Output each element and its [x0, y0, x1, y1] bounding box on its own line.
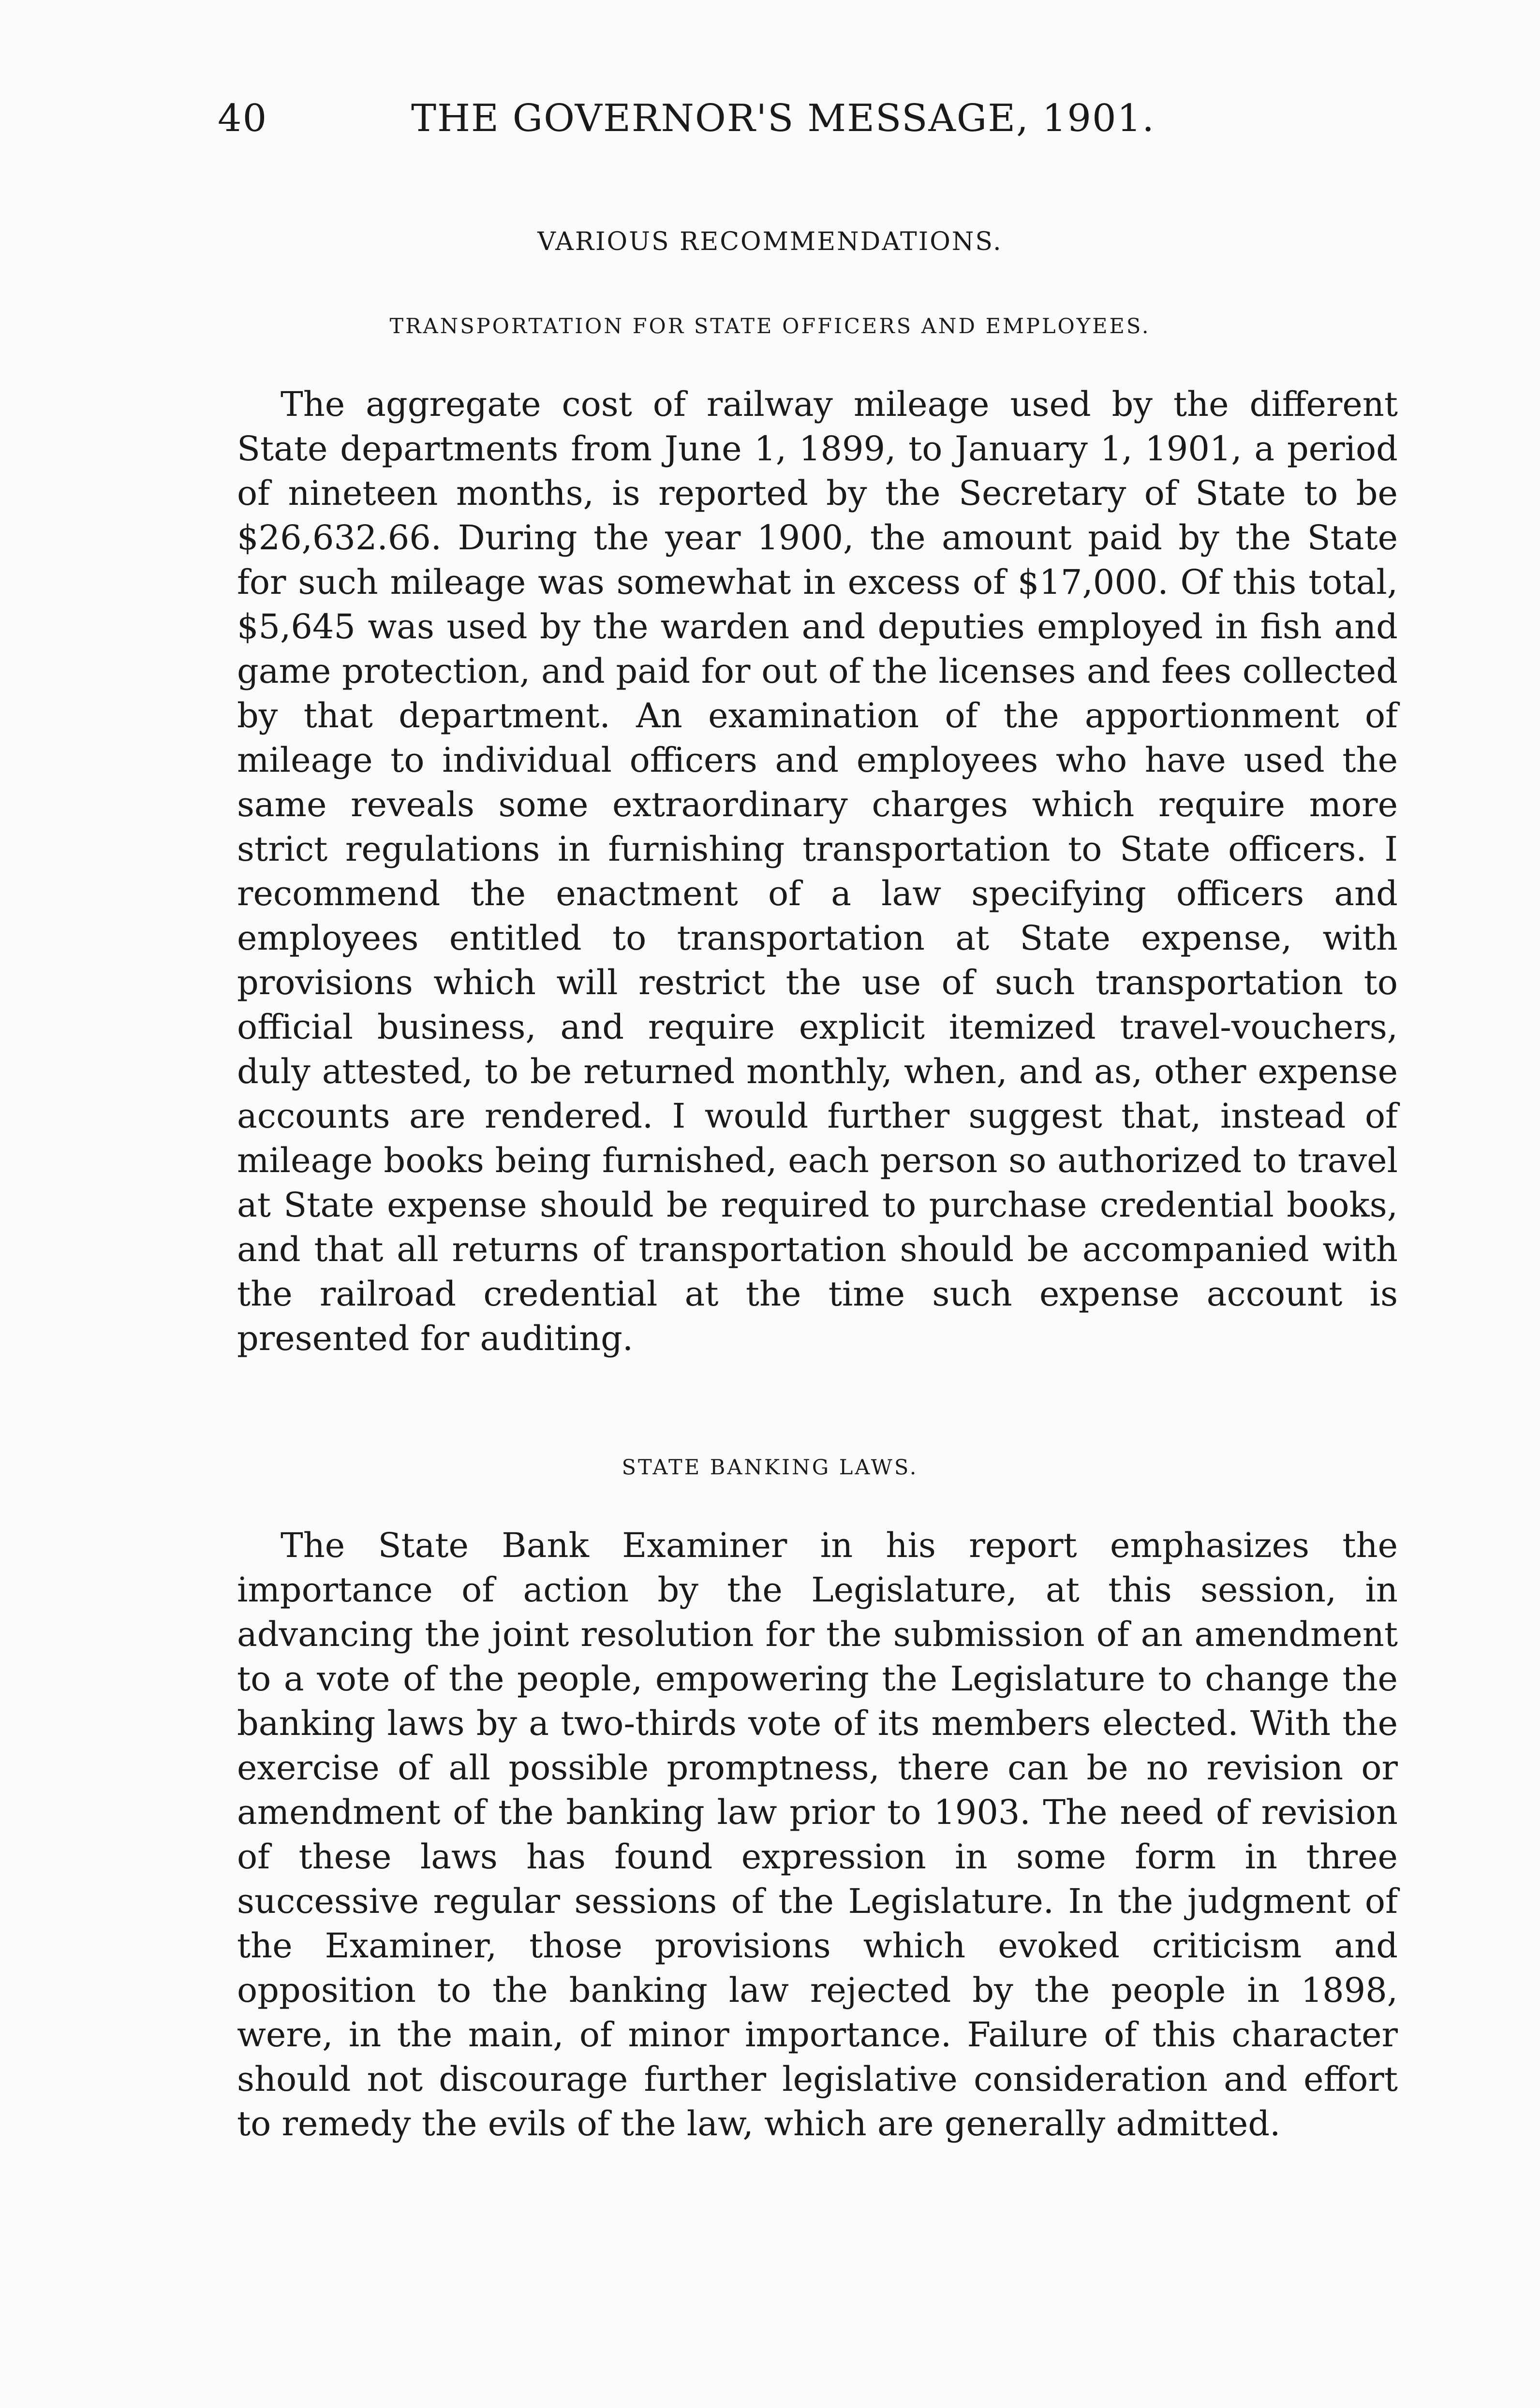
subsection-heading-banking: STATE BANKING LAWS.	[622, 1455, 918, 1480]
running-title: THE GOVERNOR'S MESSAGE, 1901.	[411, 97, 1155, 140]
running-header	[218, 97, 1330, 155]
page-number: 40	[218, 97, 268, 140]
paragraph-transportation: The aggregate cost of railway mileage used by the different State departments from June 1, 1899, to January 1, 1901, a period of nineteen months, is reported by the Secretary of State to be $26,632.66. During the year 1900, the amount paid by the State for such mileage was somewhat in excess of $17,000. Of this total, $5,645 was used by the warden and deputies employed in fish and game protection, and paid for out of the licenses and fees collected by that department. An examination of the apportionment of mileage to individual officers and employees who have used the same reveals some extraordinary charges which require more strict regulations in furnishing transportation to State officers. I recommend the enactment of a law specifying officers and employees entitled to transportation at State expense, with provisions which will restrict the use of such transportation to official business, and require explicit itemized travel-vouchers, duly attested, to be returned monthly, when, and as, other expense accounts are rendered. I would further suggest that, instead of mileage books being furnished, each person so authorized to travel at State expense should be required to purchase credential books, and that all returns of transportation should be accompanied with the railroad credential at the time such expense account is presented for auditing.	[237, 384, 1398, 1358]
section-heading-various-recommendations: VARIOUS RECOMMENDATIONS.	[537, 227, 1003, 256]
subsection-heading-transportation: TRANSPORTATION FOR STATE OFFICERS AND EMPLOYEES.	[389, 314, 1151, 338]
paragraph-banking: The State Bank Examiner in his report emphasizes the importance of action by the Legislature, at this session, in advancing the joint resolution for the submission of an amendment to a vote of the people, empowering the Legislature to change the banking laws by a two-thirds vote of its members elected. With the exercise of all possible promptness, there can be no revision or amendment of the banking law prior to 1903. The need of revision of these laws has found expression in some form in three successive regular sessions of the Legislature. In the judgment of the Examiner, those provisions which evoked criticism and opposition to the banking law rejected by the people in 1898, were, in the main, of minor importance. Failure of this character should not discourage further legislative consideration and effort to remedy the evils of the law, which are generally admitted.	[237, 1526, 1398, 2144]
